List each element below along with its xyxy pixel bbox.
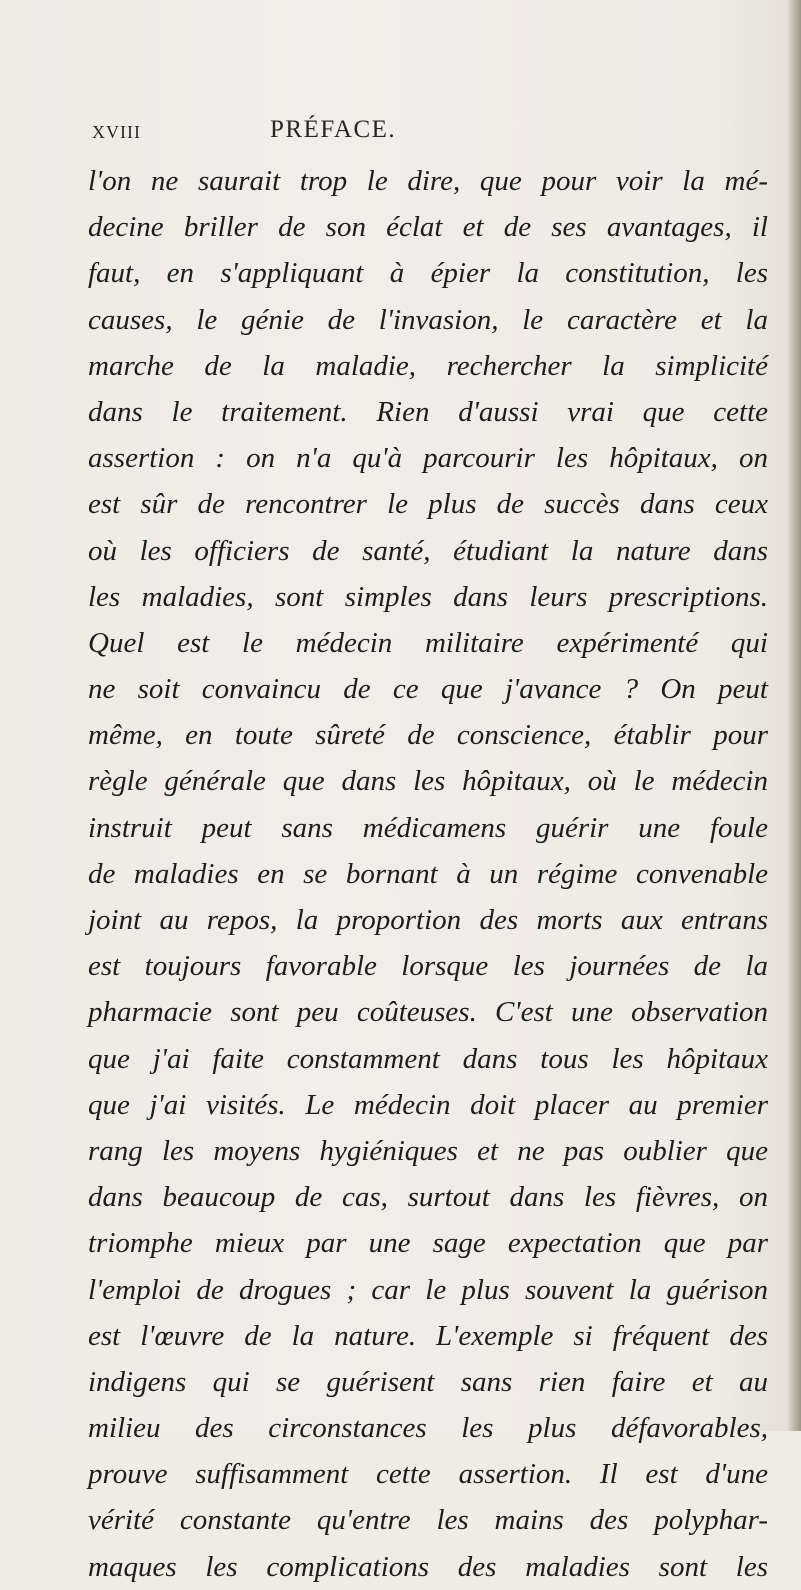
text-line: dans beaucoup de cas, surtout dans les fièvres, on (88, 1181, 768, 1214)
text-line: les maladies, sont simples dans leurs prescriptions. (88, 580, 768, 613)
text-line: maques les complications des maladies sont les (88, 1550, 768, 1583)
text-line: faut, en s'appliquant à épier la constitution, les (88, 257, 768, 290)
text-line: où les officiers de santé, étudiant la nature dans (88, 534, 768, 567)
text-line: de maladies en se bornant à un régime convenable (88, 857, 768, 890)
page-edge-shadow (787, 0, 801, 1431)
text-line: rang les moyens hygiéniques et ne pas oublier que (88, 1134, 768, 1167)
text-line: triomphe mieux par une sage expectation que par (88, 1227, 768, 1260)
text-line: causes, le génie de l'invasion, le caractère et la (88, 303, 768, 336)
text-line: decine briller de son éclat et de ses avantages, il (88, 211, 768, 244)
text-line: Quel est le médecin militaire expérimenté qui (88, 626, 768, 659)
text-line: marche de la maladie, rechercher la simplicité (88, 349, 768, 382)
text-line: est toujours favorable lorsque les journées de la (88, 950, 768, 983)
running-head: PRÉFACE. (270, 116, 397, 143)
text-line: que j'ai faite constamment dans tous les hôpitaux (88, 1042, 768, 1075)
text-line: est l'œuvre de la nature. L'exemple si fréquent des (88, 1319, 768, 1352)
page-header (0, 116, 801, 146)
text-line: est sûr de rencontrer le plus de succès dans ceux (88, 488, 768, 521)
text-line: pharmacie sont peu coûteuses. C'est une observation (88, 996, 768, 1029)
page-number: XVIII (92, 122, 141, 142)
text-line: milieu des circonstances les plus défavorables, (88, 1412, 768, 1445)
text-line: dans le traitement. Rien d'aussi vrai que cette (88, 395, 768, 428)
text-line: vérité constante qu'entre les mains des polyphar- (88, 1504, 768, 1537)
body-text (88, 158, 768, 1590)
text-line: l'on ne saurait trop le dire, que pour voir la mé- (88, 165, 768, 197)
text-line: joint au repos, la proportion des morts aux entrans (88, 904, 768, 936)
text-line: assertion : on n'a qu'à parcourir les hôpitaux, on (88, 442, 768, 475)
text-line: prouve suffisamment cette assertion. Il est d'une (88, 1458, 768, 1491)
text-line: même, en toute sûreté de conscience, établir pour (88, 719, 768, 752)
text-line: règle générale que dans les hôpitaux, où le médecin (88, 765, 768, 798)
text-line: que j'ai visités. Le médecin doit placer au premier (88, 1088, 768, 1121)
text-line: instruit peut sans médicamens guérir une foule (88, 811, 768, 844)
text-line: ne soit convaincu de ce que j'avance ? On peut (88, 673, 768, 706)
text-line: indigens qui se guérisent sans rien faire et au (88, 1365, 768, 1398)
text-line: l'emploi de drogues ; car le plus souvent la guérison (88, 1273, 768, 1306)
